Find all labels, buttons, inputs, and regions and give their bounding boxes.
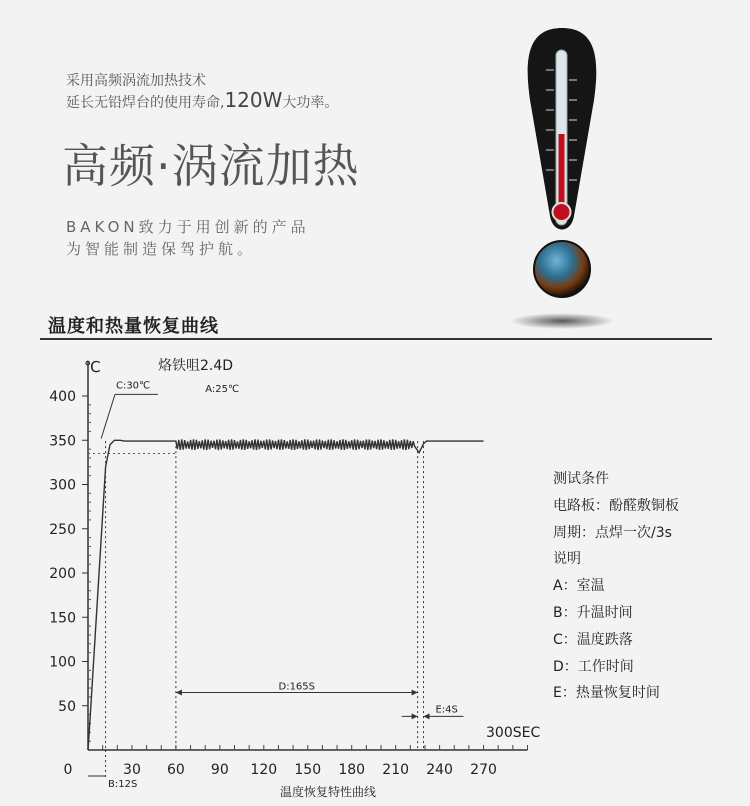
- legend-title: 测试条件: [553, 471, 609, 487]
- x-tick-label: 90: [210, 762, 229, 778]
- headline: 高频·涡流加热: [62, 139, 360, 193]
- x-tick-label: 150: [294, 762, 322, 778]
- annotation-label: D:165S: [278, 681, 316, 693]
- y-tick-label: 50: [58, 698, 76, 715]
- section-title: 温度和热量恢复曲线: [48, 316, 219, 337]
- y-tick-label: 300: [49, 477, 76, 494]
- x-tick-label: 180: [338, 762, 366, 778]
- annotation-label: E:4S: [435, 704, 458, 716]
- legend-item: D：工作时间: [553, 658, 634, 675]
- x-tick-label: 240: [426, 762, 453, 778]
- annotation-label: C:30℃: [115, 380, 151, 392]
- y-tick-label: 350: [49, 433, 76, 450]
- legend-item: C：温度跌落: [553, 631, 633, 648]
- tagline-line2-prefix: 延长无铅焊台的使用寿命,: [66, 95, 225, 111]
- chart-title: 烙铁咀2.4D: [158, 358, 234, 374]
- x-tick-label: 210: [382, 762, 410, 778]
- legend-item: 说明: [553, 551, 581, 568]
- y-tick-label: 200: [49, 566, 76, 582]
- brand-line2: 为智能制造保驾护航。: [66, 240, 257, 258]
- tagline-line1: 采用高频涡流加热技术: [66, 73, 206, 89]
- legend-item: 电路板：酚醛敷铜板: [553, 497, 679, 514]
- x-tick-label: 120: [250, 762, 278, 778]
- tagline-power: 120W: [224, 88, 283, 112]
- x-tick-label: 270: [470, 762, 497, 778]
- test-conditions-legend: [553, 466, 679, 707]
- chart-series: [88, 439, 484, 750]
- chart-guides: [88, 441, 423, 750]
- annotation-label: A:25℃: [205, 384, 240, 396]
- brand-line1: BAKON致力于用创新的产品: [66, 218, 310, 236]
- legend-item: 周期：点焊一次/3s: [553, 524, 672, 541]
- annotation-leader: [101, 394, 115, 438]
- annotation-label: B:12S: [108, 779, 138, 790]
- arrow-head: [412, 713, 418, 719]
- x-tick-label: 0: [63, 762, 73, 778]
- arrow-head: [423, 713, 429, 719]
- y-tick-label: 100: [49, 654, 76, 671]
- arrow-head: [176, 689, 182, 695]
- temperature-curve-line: [88, 439, 484, 750]
- y-tick-label: 150: [49, 610, 76, 627]
- legend-item: E：热量恢复时间: [553, 685, 660, 702]
- x-axis-unit-label: 300SEC: [486, 725, 541, 741]
- y-axis-unit-label: ℃: [84, 358, 101, 376]
- arrow-head: [412, 689, 418, 695]
- tagline-suffix: 大功率。: [282, 95, 339, 111]
- x-axis-title: 温度恢复特性曲线: [279, 785, 377, 799]
- x-tick-label: 30: [123, 762, 141, 778]
- y-tick-label: 400: [49, 389, 76, 405]
- y-tick-label: 250: [49, 521, 76, 538]
- legend-item: B：升温时间: [553, 604, 633, 621]
- legend-item: A：室温: [553, 578, 605, 595]
- x-tick-label: 60: [166, 762, 185, 778]
